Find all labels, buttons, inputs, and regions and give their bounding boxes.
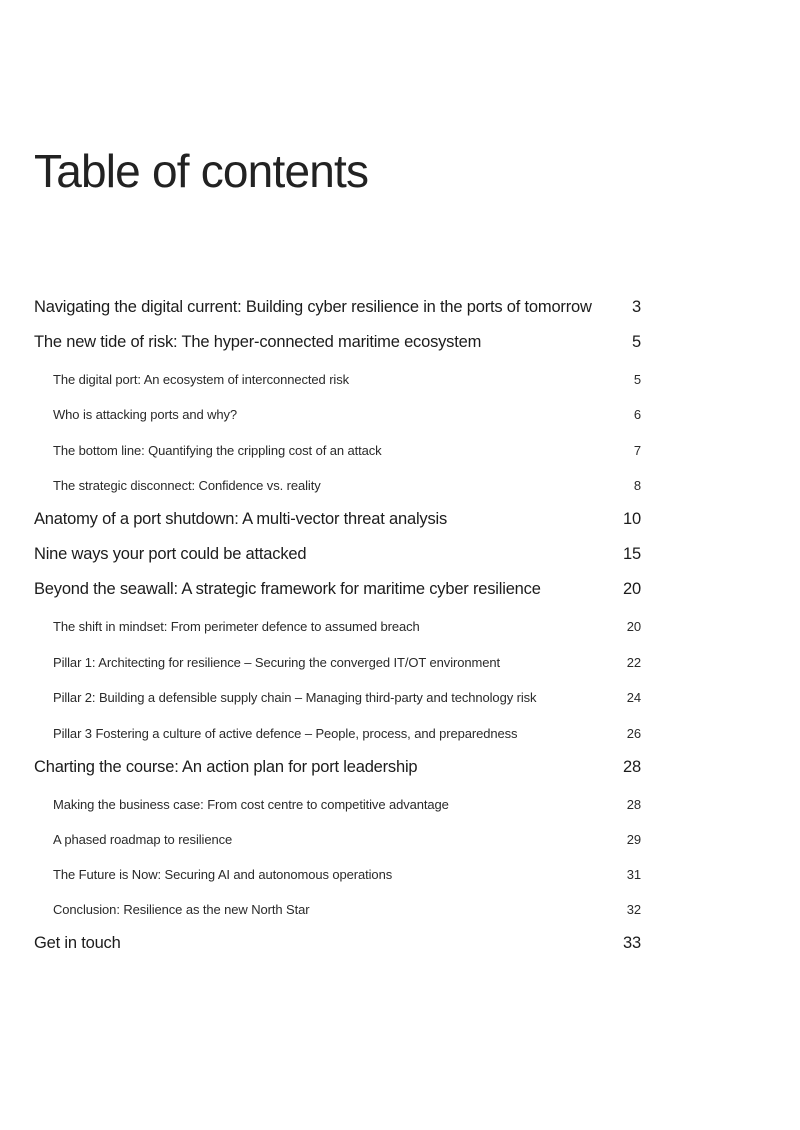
toc-subentry[interactable] — [53, 372, 641, 387]
toc-subentry-page-number: 28 — [626, 797, 641, 812]
toc-entry-page-number: 3 — [632, 298, 641, 316]
toc-subentry[interactable] — [53, 797, 641, 812]
toc-subentry-label: Conclusion: Resilience as the new North Star — [53, 902, 310, 917]
toc-subentry-label: Making the business case: From cost centre to competitive advantage — [53, 797, 449, 812]
toc-subentry-page-number: 22 — [626, 655, 641, 670]
toc-subentry-page-number: 29 — [626, 832, 641, 847]
toc-subentry-label: The shift in mindset: From perimeter defence to assumed breach — [53, 619, 420, 634]
toc-subentry-page-number: 8 — [633, 478, 641, 493]
toc-entry-label: Nine ways your port could be attacked — [34, 545, 307, 563]
toc-entry-page-number: 15 — [623, 545, 641, 563]
toc-subentry[interactable] — [53, 619, 641, 634]
toc-subentry-label: Pillar 3 Fostering a culture of active defence – People, process, and preparedness — [53, 726, 518, 741]
toc-entry-label: Beyond the seawall: A strategic framework for maritime cyber resilience — [34, 580, 541, 598]
toc-subentry[interactable] — [53, 443, 641, 458]
toc-entry-label: Navigating the digital current: Building cyber resilience in the ports of tomorrow — [34, 298, 592, 316]
toc-entry[interactable] — [34, 545, 641, 564]
toc-subentry-page-number: 20 — [626, 619, 641, 634]
toc-entry[interactable] — [34, 934, 641, 953]
toc-subentry-label: Who is attacking ports and why? — [53, 407, 238, 422]
toc-entry[interactable] — [34, 580, 641, 599]
toc-subentry-page-number: 6 — [633, 407, 641, 422]
toc-subentry[interactable] — [53, 867, 641, 882]
toc-subentry[interactable] — [53, 726, 641, 741]
toc-subentry-label: The bottom line: Quantifying the crippling cost of an attack — [53, 443, 382, 458]
toc-subentry-page-number: 32 — [626, 902, 641, 917]
toc-entry[interactable] — [34, 333, 641, 352]
toc-subentry[interactable] — [53, 478, 641, 493]
toc-subentry-page-number: 26 — [626, 726, 641, 741]
toc-subentry[interactable] — [53, 832, 641, 847]
toc-subentry-page-number: 5 — [633, 372, 641, 387]
toc-entry[interactable] — [34, 510, 641, 529]
toc-entry[interactable] — [34, 298, 641, 317]
toc-subentry-page-number: 7 — [633, 443, 641, 458]
toc-subentry[interactable] — [53, 690, 641, 705]
toc-subentry-label: The Future is Now: Securing AI and autonomous operations — [53, 867, 393, 882]
toc-subentry-page-number: 31 — [626, 867, 641, 882]
toc-subentry[interactable] — [53, 902, 641, 917]
toc-entry-page-number: 5 — [632, 333, 641, 351]
toc-subentry-label: The digital port: An ecosystem of interconnected risk — [53, 372, 350, 387]
toc-subentry-page-number: 24 — [626, 690, 641, 705]
toc-entry-label: Anatomy of a port shutdown: A multi-vector threat analysis — [34, 510, 448, 528]
toc-entry-page-number: 33 — [623, 934, 641, 952]
toc-entry-page-number: 10 — [623, 510, 641, 528]
toc-entry-page-number: 28 — [623, 758, 641, 776]
toc-subentry-label: A phased roadmap to resilience — [53, 832, 233, 847]
toc-subentry[interactable] — [53, 407, 641, 422]
toc-subentry-label: Pillar 1: Architecting for resilience – Securing the converged IT/OT environment — [53, 655, 500, 670]
toc-subentry[interactable] — [53, 655, 641, 670]
toc-subentry-label: The strategic disconnect: Confidence vs. reality — [53, 478, 321, 493]
toc-entry-label: Charting the course: An action plan for port leadership — [34, 758, 418, 776]
toc-entry[interactable] — [34, 758, 641, 777]
toc-entry-label: The new tide of risk: The hyper-connected maritime ecosystem — [34, 333, 482, 351]
toc-entry-label: Get in touch — [34, 934, 121, 952]
toc-subentry-label: Pillar 2: Building a defensible supply chain – Managing third-party and technology risk — [53, 690, 537, 705]
toc-entry-page-number: 20 — [623, 580, 641, 598]
page-title: Table of contents — [34, 145, 369, 197]
